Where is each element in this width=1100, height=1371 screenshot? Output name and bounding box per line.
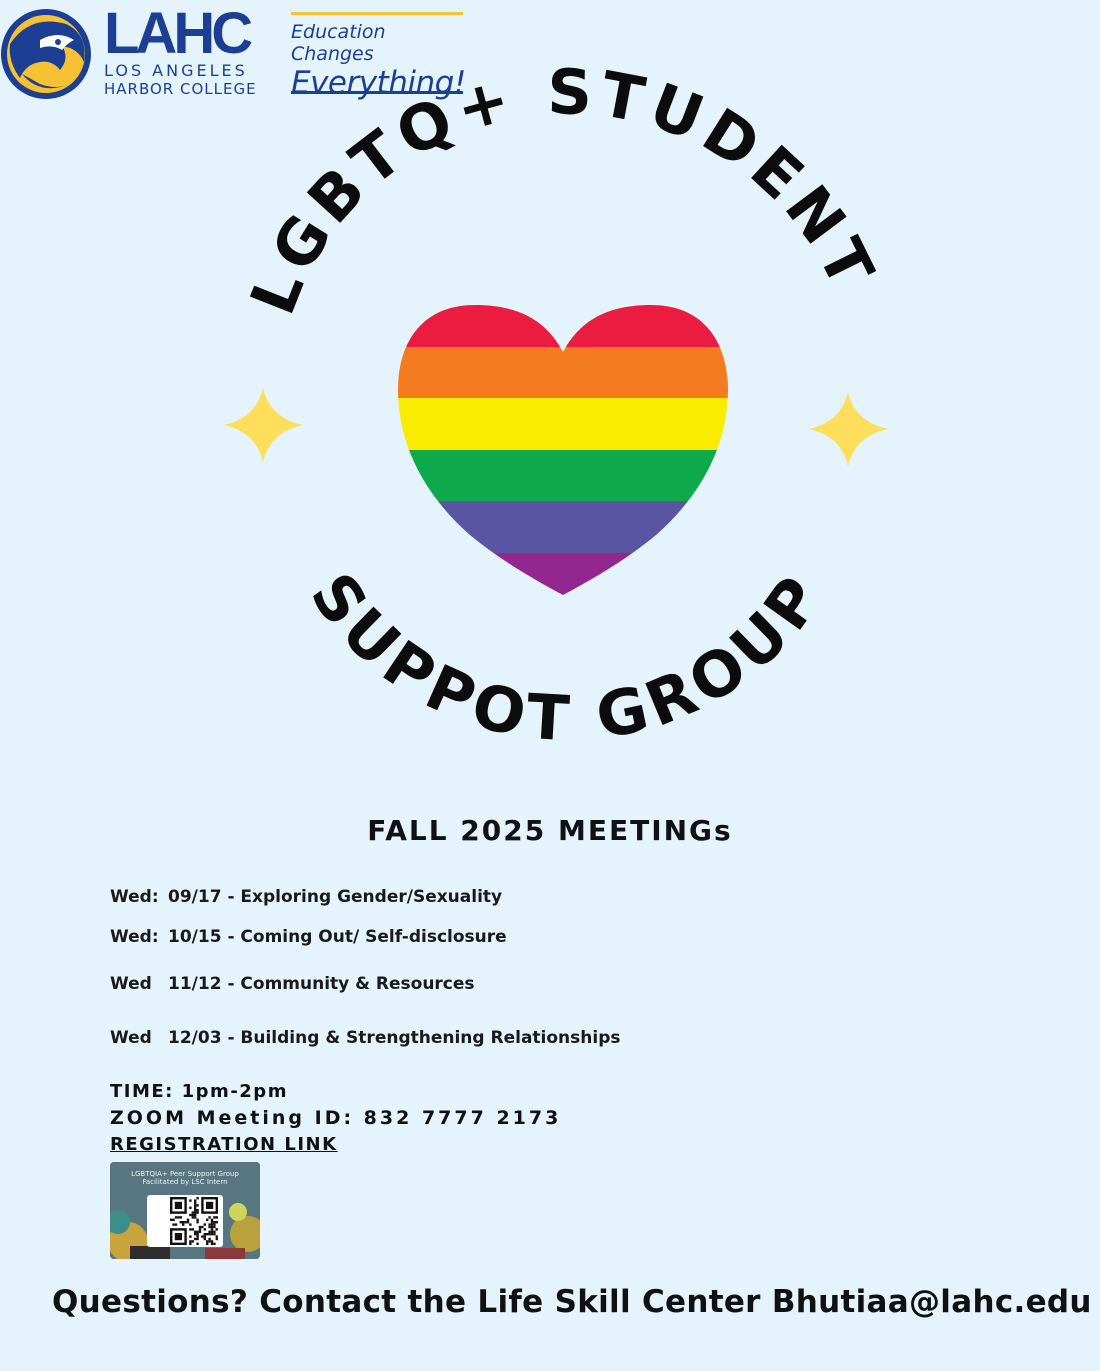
qr-caption: [110, 1170, 260, 1186]
sparkle-right-icon: [809, 392, 888, 466]
qr-caption-line2: Facilitated by LSC Intern: [142, 1178, 228, 1186]
meeting-day: Wed: [110, 974, 152, 994]
arc-title-top: LGBTQ+ STUDENT: [235, 55, 891, 324]
logo-abbr: LAHC: [104, 1, 250, 66]
tagline-line2: Everything!: [291, 65, 466, 101]
logo-line2: HARBOR COLLEGE: [104, 80, 257, 98]
meetings-title: FALL 2025 MEETINGs: [367, 814, 733, 847]
meeting-text: 11/12 - Community & Resources: [168, 974, 475, 994]
registration-link[interactable]: REGISTRATION LINK: [110, 1134, 338, 1155]
meeting-day: Wed: [110, 1028, 152, 1048]
logo-line1: LOS ANGELES: [104, 61, 248, 80]
meeting-item: [110, 1028, 620, 1048]
qr-code-icon: [147, 1195, 223, 1247]
meeting-item: [110, 974, 475, 994]
meeting-text: 09/17 - Exploring Gender/Sexuality: [168, 887, 503, 907]
qr-caption-line1: LGBTQIA+ Peer Support Group: [131, 1170, 239, 1178]
meeting-text: 12/03 - Building & Strengthening Relationships: [168, 1028, 621, 1048]
meeting-item: [110, 887, 502, 907]
meeting-day: Wed:: [110, 887, 159, 907]
rainbow-heart-icon: [390, 295, 740, 605]
meeting-time: TIME: 1pm-2pm: [110, 1081, 288, 1102]
tagline-line1: Education Changes: [291, 21, 386, 65]
arc-title-bottom: SUPPOT GROUP: [296, 558, 839, 756]
meeting-day: Wed:: [110, 927, 159, 947]
meeting-item: [110, 927, 507, 947]
meeting-text: 10/15 - Coming Out/ Self-disclosure: [168, 927, 507, 947]
zoom-meeting-id: ZOOM Meeting ID: 832 7777 2173: [110, 1107, 562, 1129]
contact-line: Questions? Contact the Life Skill Center Bhutiaa@lahc.edu: [52, 1284, 1092, 1320]
qr-code-card[interactable]: [110, 1162, 260, 1259]
sparkle-left-icon: [224, 388, 303, 462]
